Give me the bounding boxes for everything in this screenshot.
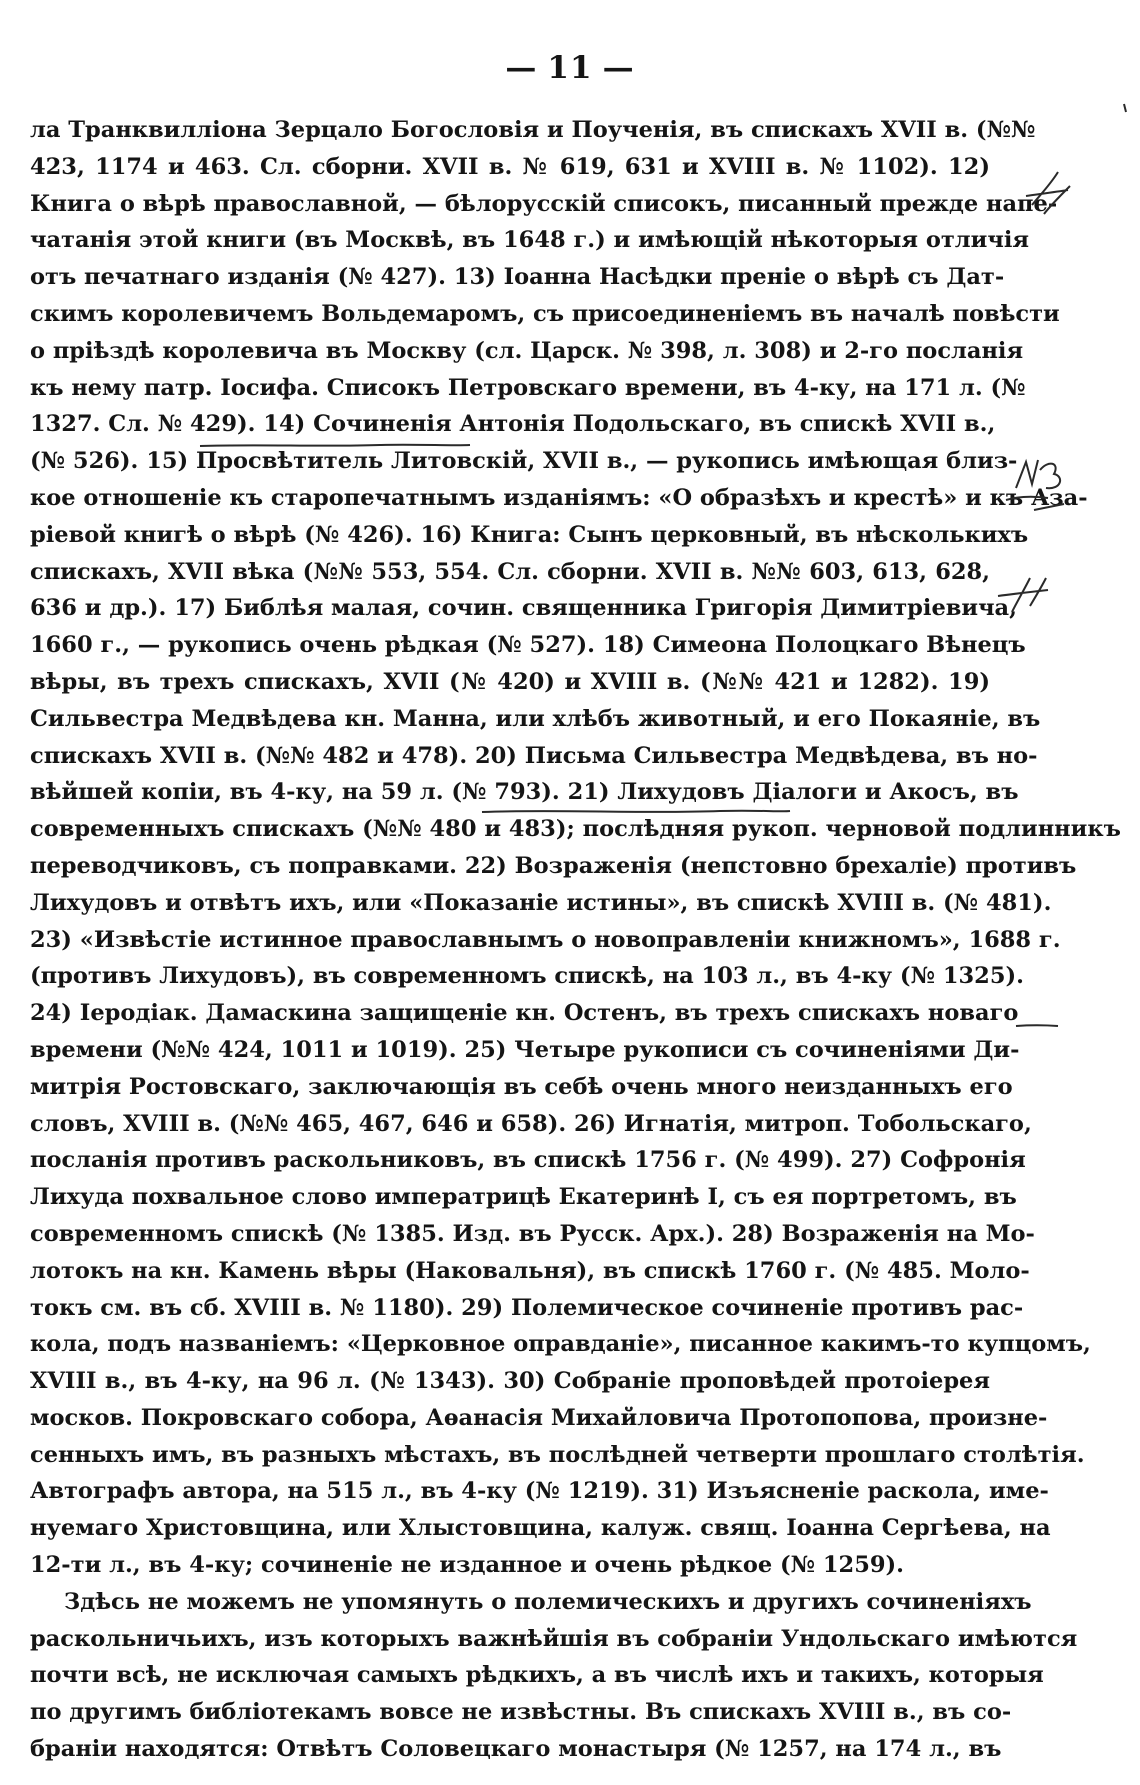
text-line: почти всѣ, не исключая самыхъ рѣдкихъ, а въ числѣ ихъ и такихъ, которыя (30, 1662, 1044, 1689)
text-line: лотокъ на кн. Камень вѣры (Наковальня), въ спискѣ 1760 г. (№ 485. Моло- (30, 1257, 1030, 1284)
text-line: кое отношеніе къ старопечатнымъ изданіямъ: «О образѣхъ и крестѣ» и къ Аза- (30, 484, 1088, 511)
page-number-value: 11 (547, 50, 593, 86)
text-line: времени (№№ 424, 1011 и 1019). 25) Четыре рукописи съ сочиненіями Ди- (30, 1036, 1020, 1063)
text-line: Автографъ автора, на 515 л., въ 4-ку (№ 1219). 31) Изъясненіе раскола, име- (30, 1478, 1049, 1505)
text-line: 12-ти л., въ 4-ку; сочиненіе не изданное и очень рѣдкое (№ 1259). (30, 1552, 905, 1579)
text-line: 1327. Сл. № 429). 14) Сочиненія Антонія Подольскаго, въ спискѣ XVII в., (30, 411, 996, 438)
text-line: спискахъ, XVII вѣка (№№ 553, 554. Сл. сборни. XVII в. №№ 603, 613, 628, (30, 558, 990, 585)
text-line: нуемаго Христовщина, или Хлыстовщина, калуж. свящ. Іоанна Сергѣева, на (30, 1515, 1051, 1542)
text-line: посланія противъ раскольниковъ, въ спискѣ 1756 г. (№ 499). 27) Софронія (30, 1147, 1026, 1174)
text-line: современномъ спискѣ (№ 1385. Изд. въ Русск. Арх.). 28) Возраженія на Мо- (30, 1220, 1035, 1247)
text-line: ріевой книгѣ о вѣрѣ (№ 426). 16) Книга: Сынъ церковный, въ нѣсколькихъ (30, 521, 1029, 548)
text-line: XVIII в., въ 4-ку, на 96 л. (№ 1343). 30) Собраніе проповѣдей протоіерея (30, 1368, 990, 1395)
edge-tick (1124, 104, 1126, 112)
page-number-dash-right: — (602, 50, 635, 86)
text-line: о пріѣздѣ королевича въ Москву (сл. Царск. № 398, л. 308) и 2-го посланія (30, 337, 1024, 364)
text-line: спискахъ XVII в. (№№ 482 и 478). 20) Письма Сильвестра Медвѣдева, въ но- (30, 742, 1038, 769)
text-line: къ нему патр. Іосифа. Списокъ Петровскаго времени, въ 4-ку, на 171 л. (№ (30, 374, 1026, 401)
text-line: сенныхъ имъ, въ разныхъ мѣстахъ, въ послѣдней четверти прошлаго столѣтія. (30, 1441, 1085, 1468)
text-line: Сильвестра Медвѣдева кн. Манна, или хлѣбъ животный, и его Покаяніе, въ (30, 705, 1041, 732)
text-line: вѣйшей копіи, въ 4-ку, на 59 л. (№ 793). 21) Лихудовъ Діалоги и Акосъ, въ (30, 779, 1019, 806)
text-line: токъ см. въ сб. XVIII в. № 1180). 29) Полемическое сочиненіе противъ рас- (30, 1294, 1024, 1321)
text-line: 23) «Извѣстіе истинное православнымъ о новоправленіи книжномъ», 1688 г. (30, 926, 1061, 953)
text-line: москов. Покровскаго собора, Аѳанасія Михайловича Протопопова, произне- (30, 1404, 1048, 1431)
text-line: Лихуда похвальное слово императрицѣ Екатеринѣ I, съ ея портретомъ, въ (30, 1184, 1017, 1211)
text-line: браніи находятся: Отвѣтъ Соловецкаго монастыря (№ 1257, на 174 л., въ (30, 1736, 1002, 1763)
text-line: современныхъ спискахъ (№№ 480 и 483); послѣдняя рукоп. черновой подлинникъ (30, 816, 1121, 843)
text-line: словъ, XVIII в. (№№ 465, 467, 646 и 658). 26) Игнатія, митроп. Тобольскаго, (30, 1110, 1032, 1137)
text-line: скимъ королевичемъ Вольдемаромъ, съ присоединеніемъ въ началѣ повѣсти (30, 300, 1060, 327)
text-line: кола, подъ названіемъ: «Церковное оправданіе», писанное какимъ-то купцомъ, (30, 1331, 1091, 1358)
text-line: (противъ Лихудовъ), въ современномъ спискѣ, на 103 л., въ 4-ку (№ 1325). (30, 963, 1024, 990)
text-line: (№ 526). 15) Просвѣтитель Литовскій, XVII в., — рукопись имѣющая близ- (30, 448, 1018, 475)
text-line: вѣры, въ трехъ спискахъ, XVII (№ 420) и XVIII в. (№№ 421 и 1282). 19) (30, 668, 990, 695)
text-line: ла Транквилліона Зерцало Богословія и Поученія, въ спискахъ XVII в. (№№ (30, 117, 1036, 143)
text-line: митрія Ростовскаго, заключающія въ себѣ очень много неизданныхъ его (30, 1073, 1013, 1100)
text-line: чатанія этой книги (въ Москвѣ, въ 1648 г.) и имѣющій нѣкоторыя отличія (30, 227, 1029, 254)
text-line: 423, 1174 и 463. Сл. сборни. XVII в. № 619, 631 и XVIII в. № 1102). 12) (30, 153, 990, 180)
page-number (0, 50, 1140, 86)
text-line: Лихудовъ и отвѣтъ ихъ, или «Показаніе истины», въ спискѣ XVIII в. (№ 481). (30, 889, 1052, 916)
paragraph-start-line: Здѣсь не можемъ не упомянуть о полемическихъ и другихъ сочиненіяхъ (64, 1588, 1032, 1615)
text-line: раскольничьихъ, изъ которыхъ важнѣйшія въ собраніи Ундольскаго имѣются (30, 1625, 1078, 1652)
text-line: переводчиковъ, съ поправками. 22) Возраженія (непстовно брехаліе) противъ (30, 852, 1077, 879)
body-text (30, 112, 1121, 1768)
text-line: 24) Іеродіак. Дамаскина защищеніе кн. Остенъ, въ трехъ спискахъ новаго (30, 1000, 1019, 1027)
text-line: 636 и др.). 17) Библѣя малая, сочин. священника Григорія Димитріевича, (30, 595, 1017, 622)
text-line: Книга о вѣрѣ православной, — бѣлорусскій списокъ, писанный прежде напе- (30, 190, 1058, 217)
page-number-dash-left: — (505, 50, 538, 86)
text-line: по другимъ библіотекамъ вовсе не извѣстны. Въ спискахъ XVIII в., въ со- (30, 1699, 1012, 1726)
text-line: отъ печатнаго изданія (№ 427). 13) Іоанна Насѣдки преніе о вѣрѣ съ Дат- (30, 264, 1005, 291)
margin-mark-dash-3 (1016, 1025, 1058, 1026)
text-line: 1660 г., — рукопись очень рѣдкая (№ 527). 18) Симеона Полоцкаго Вѣнецъ (30, 632, 1026, 659)
margin-mark-nb (1016, 460, 1060, 488)
